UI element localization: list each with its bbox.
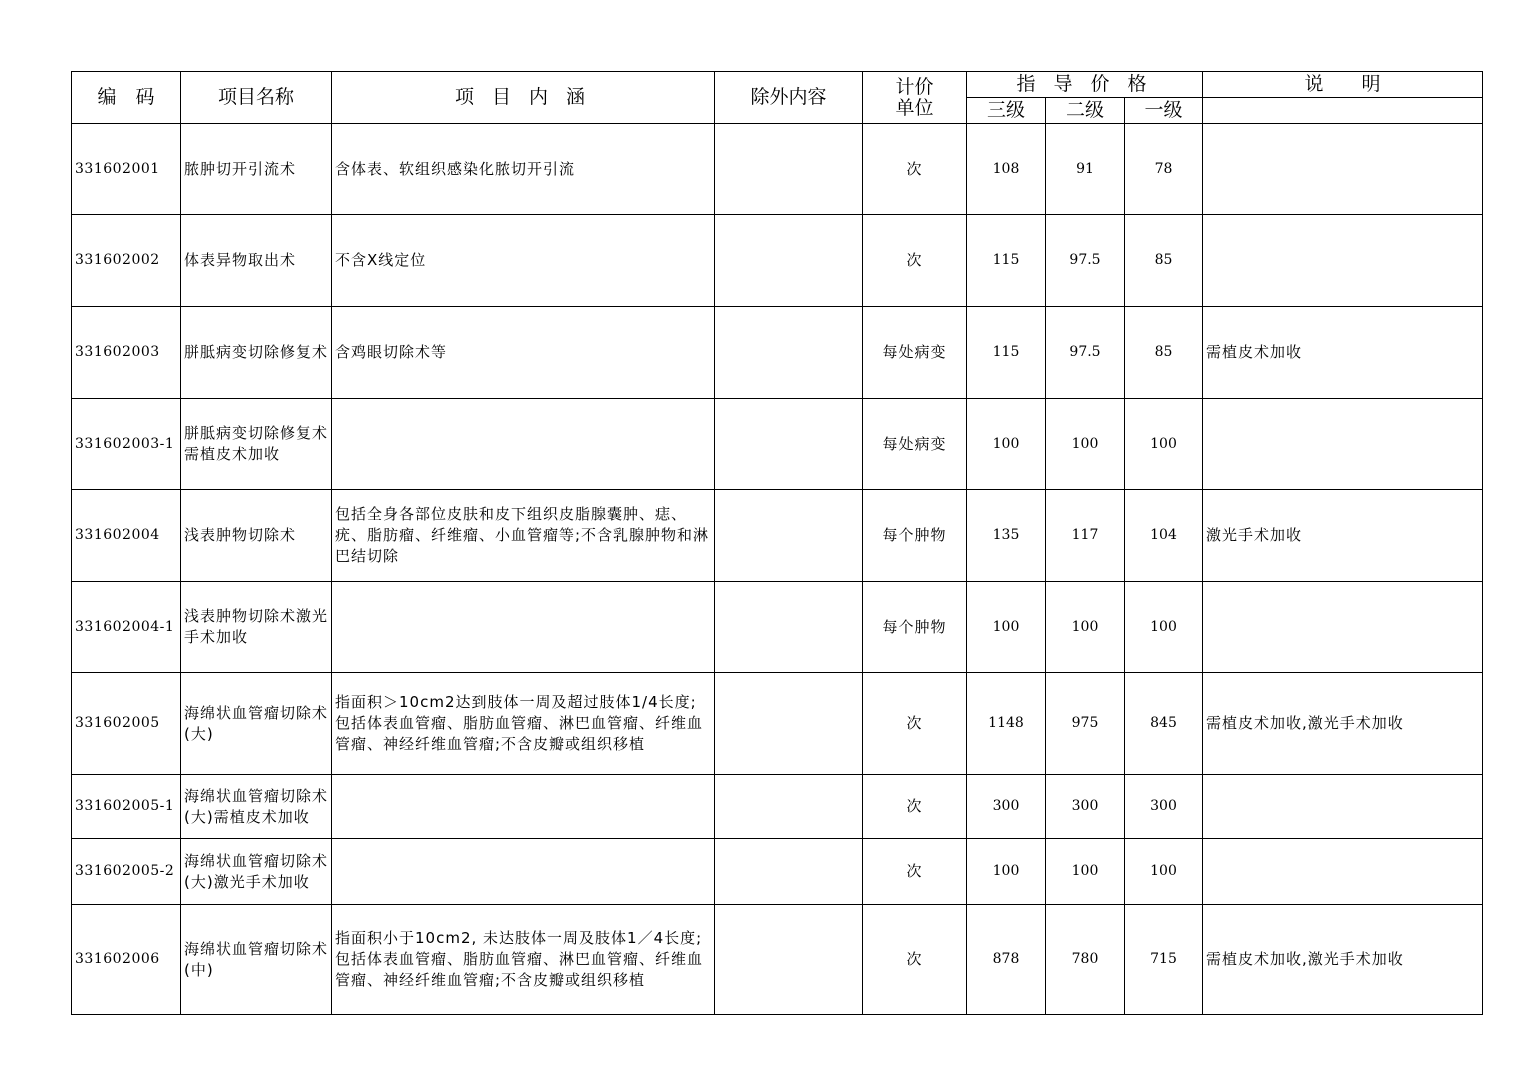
cell-notes <box>1203 124 1483 215</box>
cell-excluded <box>715 839 863 905</box>
cell-price-level3: 300 <box>967 775 1046 839</box>
header-notes: 说 明 <box>1203 72 1483 98</box>
cell-content: 含体表、软组织感染化脓切开引流 <box>332 124 715 215</box>
cell-content: 指面积小于10cm2, 未达肢体一周及肢体1／4长度;包括体表血管瘤、脂肪血管瘤、淋巴血管瘤、纤维血管瘤、神经纤维血管瘤;不含皮瓣或组织移植 <box>332 905 715 1015</box>
cell-price-level2: 100 <box>1046 399 1125 490</box>
cell-notes <box>1203 775 1483 839</box>
cell-price-level1: 100 <box>1125 582 1203 673</box>
cell-code: 331602004-1 <box>72 582 181 673</box>
cell-code: 331602001 <box>72 124 181 215</box>
cell-name: 海绵状血管瘤切除术(大)需植皮术加收 <box>181 775 332 839</box>
price-table <box>71 71 1483 1015</box>
header-guide-price: 指 导 价 格 <box>967 72 1203 98</box>
cell-code: 331602003 <box>72 307 181 399</box>
cell-code: 331602002 <box>72 215 181 307</box>
cell-price-level3: 135 <box>967 490 1046 582</box>
cell-price-level1: 845 <box>1125 673 1203 775</box>
cell-price-level1: 300 <box>1125 775 1203 839</box>
cell-name: 脓肿切开引流术 <box>181 124 332 215</box>
cell-price-level3: 1148 <box>967 673 1046 775</box>
cell-code: 331602004 <box>72 490 181 582</box>
cell-price-level2: 97.5 <box>1046 215 1125 307</box>
cell-price-level1: 104 <box>1125 490 1203 582</box>
cell-price-level1: 78 <box>1125 124 1203 215</box>
cell-name: 浅表肿物切除术 <box>181 490 332 582</box>
table-row <box>72 775 1483 839</box>
header-level3: 三级 <box>967 98 1046 124</box>
cell-price-level2: 97.5 <box>1046 307 1125 399</box>
cell-content <box>332 839 715 905</box>
header-excluded: 除外内容 <box>715 72 863 124</box>
cell-excluded <box>715 582 863 673</box>
cell-code: 331602003-1 <box>72 399 181 490</box>
cell-unit: 每个肿物 <box>863 490 967 582</box>
table-row <box>72 490 1483 582</box>
header-unit: 计价 单位 <box>863 72 967 124</box>
cell-price-level2: 300 <box>1046 775 1125 839</box>
cell-price-level1: 100 <box>1125 399 1203 490</box>
cell-unit: 次 <box>863 124 967 215</box>
cell-price-level1: 85 <box>1125 307 1203 399</box>
table-row <box>72 307 1483 399</box>
cell-unit: 每个肿物 <box>863 582 967 673</box>
cell-notes <box>1203 215 1483 307</box>
cell-excluded <box>715 215 863 307</box>
cell-unit: 次 <box>863 215 967 307</box>
cell-price-level3: 108 <box>967 124 1046 215</box>
cell-excluded <box>715 905 863 1015</box>
header-content: 项 目 内 涵 <box>332 72 715 124</box>
cell-excluded <box>715 307 863 399</box>
cell-unit: 次 <box>863 905 967 1015</box>
cell-price-level1: 85 <box>1125 215 1203 307</box>
cell-code: 331602006 <box>72 905 181 1015</box>
cell-notes: 需植皮术加收,激光手术加收 <box>1203 905 1483 1015</box>
cell-excluded <box>715 124 863 215</box>
cell-name: 胼胝病变切除修复术 <box>181 307 332 399</box>
cell-notes <box>1203 839 1483 905</box>
cell-excluded <box>715 399 863 490</box>
cell-price-level2: 100 <box>1046 839 1125 905</box>
cell-content: 包括全身各部位皮肤和皮下组织皮脂腺囊肿、痣、疣、脂肪瘤、纤维瘤、小血管瘤等;不含乳腺肿物和淋巴结切除 <box>332 490 715 582</box>
cell-name: 浅表肿物切除术激光手术加收 <box>181 582 332 673</box>
cell-price-level3: 878 <box>967 905 1046 1015</box>
cell-name: 海绵状血管瘤切除术(中) <box>181 905 332 1015</box>
cell-excluded <box>715 673 863 775</box>
cell-price-level2: 117 <box>1046 490 1125 582</box>
cell-price-level2: 975 <box>1046 673 1125 775</box>
cell-price-level3: 100 <box>967 839 1046 905</box>
cell-price-level2: 100 <box>1046 582 1125 673</box>
cell-unit: 次 <box>863 775 967 839</box>
header-name: 项目名称 <box>181 72 332 124</box>
cell-price-level3: 100 <box>967 399 1046 490</box>
cell-content <box>332 399 715 490</box>
cell-price-level3: 100 <box>967 582 1046 673</box>
cell-excluded <box>715 490 863 582</box>
cell-price-level2: 91 <box>1046 124 1125 215</box>
cell-unit: 次 <box>863 839 967 905</box>
cell-notes <box>1203 582 1483 673</box>
header-level1: 一级 <box>1125 98 1203 124</box>
cell-name: 海绵状血管瘤切除术(大)激光手术加收 <box>181 839 332 905</box>
cell-code: 331602005 <box>72 673 181 775</box>
cell-notes: 激光手术加收 <box>1203 490 1483 582</box>
cell-price-level3: 115 <box>967 215 1046 307</box>
cell-price-level3: 115 <box>967 307 1046 399</box>
table-row <box>72 124 1483 215</box>
table-body <box>72 124 1483 1015</box>
table-row <box>72 839 1483 905</box>
cell-notes: 需植皮术加收,激光手术加收 <box>1203 673 1483 775</box>
header-code: 编 码 <box>72 72 181 124</box>
cell-content: 不含X线定位 <box>332 215 715 307</box>
table-row <box>72 582 1483 673</box>
cell-name: 体表异物取出术 <box>181 215 332 307</box>
table-row <box>72 905 1483 1015</box>
cell-excluded <box>715 775 863 839</box>
cell-content: 含鸡眼切除术等 <box>332 307 715 399</box>
cell-unit: 次 <box>863 673 967 775</box>
table-header <box>72 72 1483 124</box>
cell-code: 331602005-2 <box>72 839 181 905</box>
cell-price-level1: 100 <box>1125 839 1203 905</box>
cell-unit: 每处病变 <box>863 307 967 399</box>
cell-content <box>332 775 715 839</box>
header-notes-blank <box>1203 98 1483 124</box>
table-row <box>72 399 1483 490</box>
cell-unit: 每处病变 <box>863 399 967 490</box>
cell-notes: 需植皮术加收 <box>1203 307 1483 399</box>
cell-content <box>332 582 715 673</box>
cell-notes <box>1203 399 1483 490</box>
cell-content: 指面积＞10cm2达到肢体一周及超过肢体1/4长度;包括体表血管瘤、脂肪血管瘤、淋巴血管瘤、纤维血管瘤、神经纤维血管瘤;不含皮瓣或组织移植 <box>332 673 715 775</box>
header-level2: 二级 <box>1046 98 1125 124</box>
table-row <box>72 673 1483 775</box>
cell-name: 胼胝病变切除修复术需植皮术加收 <box>181 399 332 490</box>
cell-name: 海绵状血管瘤切除术(大) <box>181 673 332 775</box>
cell-price-level1: 715 <box>1125 905 1203 1015</box>
table-row <box>72 215 1483 307</box>
cell-price-level2: 780 <box>1046 905 1125 1015</box>
cell-code: 331602005-1 <box>72 775 181 839</box>
